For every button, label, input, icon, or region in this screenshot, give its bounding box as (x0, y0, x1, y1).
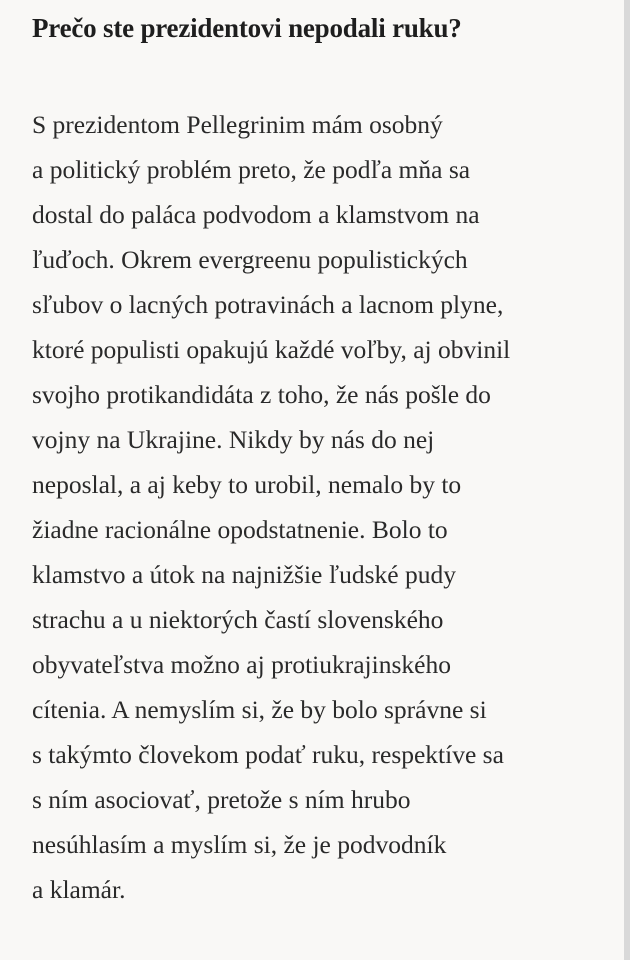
body-line: a klamár. (32, 875, 126, 904)
body-line: cítenia. A nemyslím si, že by bolo správne si (32, 695, 487, 724)
body-line: sľubov o lacných potravinách a lacnom plyne, (32, 290, 504, 319)
body-line: S prezidentom Pellegrinim mám osobný (32, 110, 443, 139)
body-line: s ním asociovať, pretože s ním hrubo (32, 785, 411, 814)
body-line: ktoré populisti opakujú každé voľby, aj obvinil (32, 335, 511, 364)
body-line: neposlal, a aj keby to urobil, nemalo by to (32, 470, 462, 499)
body-line: s takýmto človekom podať ruku, respektíve sa (32, 740, 504, 769)
body-line: klamstvo a útok na najnižšie ľudské pudy (32, 560, 456, 589)
body-line: ľuďoch. Okrem evergreenu populistických (32, 245, 468, 274)
body-line: vojny na Ukrajine. Nikdy by nás do nej (32, 425, 435, 454)
article-body (32, 102, 602, 912)
body-line: svojho protikandidáta z toho, že nás pošle do (32, 380, 491, 409)
article-title: Prečo ste prezidentovi nepodali ruku? (32, 13, 462, 43)
body-line: a politický problém preto, že podľa mňa sa (32, 155, 471, 184)
body-line: strachu a u niektorých častí slovenského (32, 605, 444, 634)
body-line: žiadne racionálne opodstatnenie. Bolo to (32, 515, 448, 544)
body-line: obyvateľstva možno aj protiukrajinského (32, 650, 451, 679)
right-edge-border (624, 0, 630, 960)
body-line: dostal do paláca podvodom a klamstvom na (32, 200, 480, 229)
body-line: nesúhlasím a myslím si, že je podvodník (32, 830, 447, 859)
